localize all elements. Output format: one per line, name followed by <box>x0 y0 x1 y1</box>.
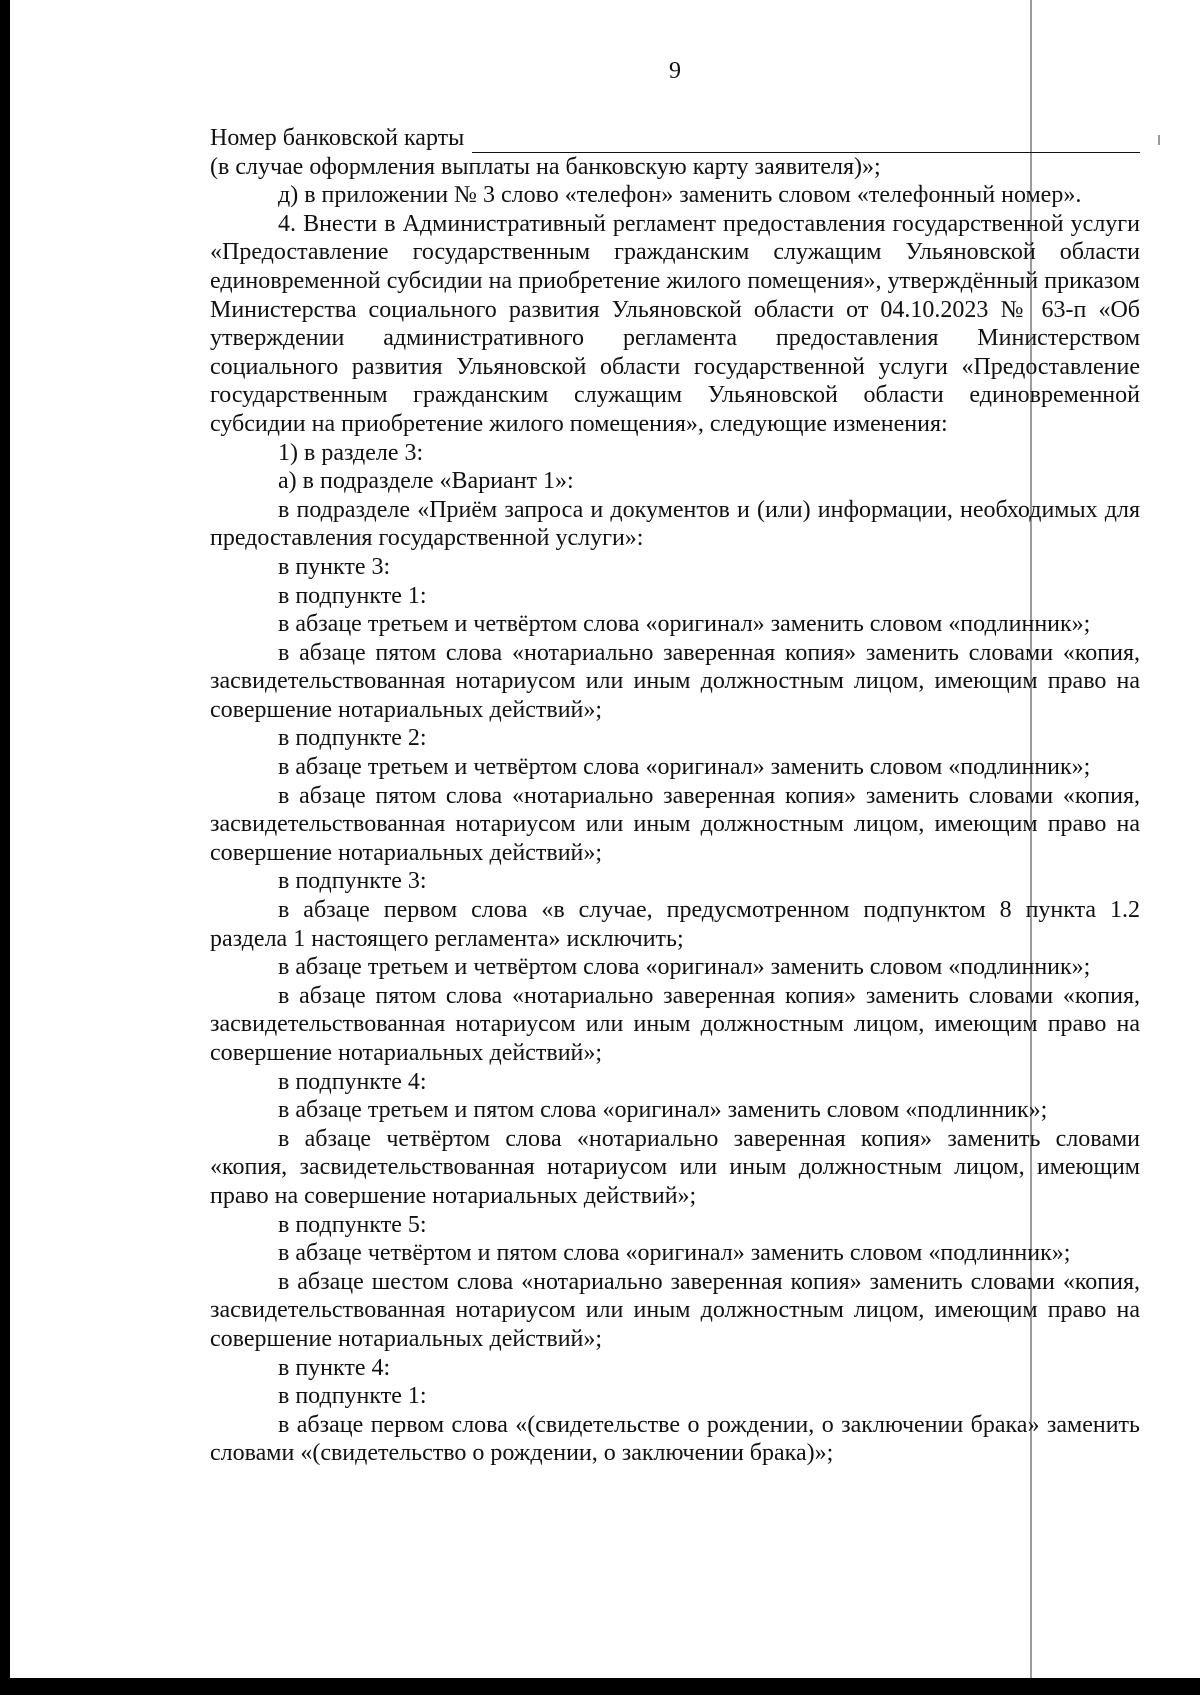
paragraph: в подпункте 5: <box>278 1211 427 1238</box>
scan-speck <box>1158 135 1160 145</box>
paragraph: в абзаце пятом слова «нотариально заверенная копия» заменить словами «копия, засвидетельствованная нотариусом или иным должностным лицом, имеющим право на совершение нотариальных действий»; <box>210 982 1140 1066</box>
paragraph: в абзаце пятом слова «нотариально заверенная копия» заменить словами «копия, засвидетельствованная нотариусом или иным должностным лицом, имеющим право на совершение нотариальных действий»; <box>210 639 1140 723</box>
paragraph: в абзаце четвёртом и пятом слова «оригинал» заменить словом «подлинник»; <box>278 1240 1071 1267</box>
paragraph: в абзаце четвёртом слова «нотариально заверенная копия» заменить словами «копия, засвидетельствованная нотариусом или иным должностным лицом, имеющим право на совершение нотариальных действий»; <box>210 1125 1140 1209</box>
bank-card-label: Номер банковской карты <box>210 125 465 151</box>
paragraph: в абзаце первом слова «(свидетельстве о рождении, о заключении брака» заменить словами «(свидетельство о рождении, о заключении брака)»; <box>210 1411 1140 1467</box>
paragraph: в пункте 4: <box>278 1354 391 1381</box>
paragraph: 4. Внести в Административный регламент предоставления государственной услуги «Предоставление государственным гражданским служащим Ульяновской области единовременной субсидии на приобретение жилого помещения», утверждённый приказом Министерства социального развития Ульяновской области от 04.10.2023 № 63-п «Об утверждении административного регламента предоставления Министерством социального развития Ульяновской области государственной услуги «Предоставление государственным гражданским служащим Ульяновской области единовременной субсидии на приобретение жилого помещения», следующие изменения: <box>210 210 1140 437</box>
document-body <box>210 124 1140 1468</box>
scan-edge-bottom <box>0 1678 1200 1695</box>
paragraph: в абзаце третьем и пятом слова «оригинал» заменить словом «подлинник»; <box>278 1097 1048 1124</box>
paragraph: а) в подразделе «Вариант 1»: <box>278 468 574 495</box>
paragraph: в подпункте 1: <box>278 1383 427 1410</box>
paragraph: в пункте 3: <box>278 553 391 580</box>
paragraph: 1) в разделе 3: <box>278 439 424 466</box>
paragraph: в абзаце третьем и четвёртом слова «оригинал» заменить словом «подлинник»; <box>278 754 1091 781</box>
paragraph: в абзаце первом слова «в случае, предусмотренном подпунктом 8 пункта 1.2 раздела 1 настоящего регламента» исключить; <box>210 897 1140 952</box>
paragraph: в подпункте 2: <box>278 725 427 752</box>
bank-card-field <box>210 124 1140 153</box>
paragraph: в подпункте 1: <box>278 582 427 609</box>
paragraph: в абзаце третьем и четвёртом слова «оригинал» заменить словом «подлинник»; <box>278 954 1091 981</box>
paragraph: в абзаце третьем и четвёртом слова «оригинал» заменить словом «подлинник»; <box>278 611 1091 638</box>
paragraph: в абзаце пятом слова «нотариально заверенная копия» заменить словами «копия, засвидетельствованная нотариусом или иным должностным лицом, имеющим право на совершение нотариальных действий»; <box>210 782 1140 866</box>
bank-card-note: (в случае оформления выплаты на банковскую карту заявителя)»; <box>210 153 881 180</box>
paragraph: в подразделе «Приём запроса и документов и (или) информации, необходимых для предоставления государственной услуги»: <box>210 496 1140 552</box>
paragraph: д) в приложении № 3 слово «телефон» заменить словом «телефонный номер». <box>278 182 1082 209</box>
paragraph: в абзаце шестом слова «нотариально заверенная копия» заменить словами «копия, засвидетельствованная нотариусом или иным должностным лицом, имеющим право на совершение нотариальных действий»; <box>210 1268 1140 1352</box>
bank-card-blank-line <box>472 132 1140 153</box>
paragraph: в подпункте 3: <box>278 868 427 895</box>
scan-edge-left <box>0 0 10 1695</box>
paragraph: в подпункте 4: <box>278 1068 427 1095</box>
page-number: 9 <box>669 58 681 84</box>
